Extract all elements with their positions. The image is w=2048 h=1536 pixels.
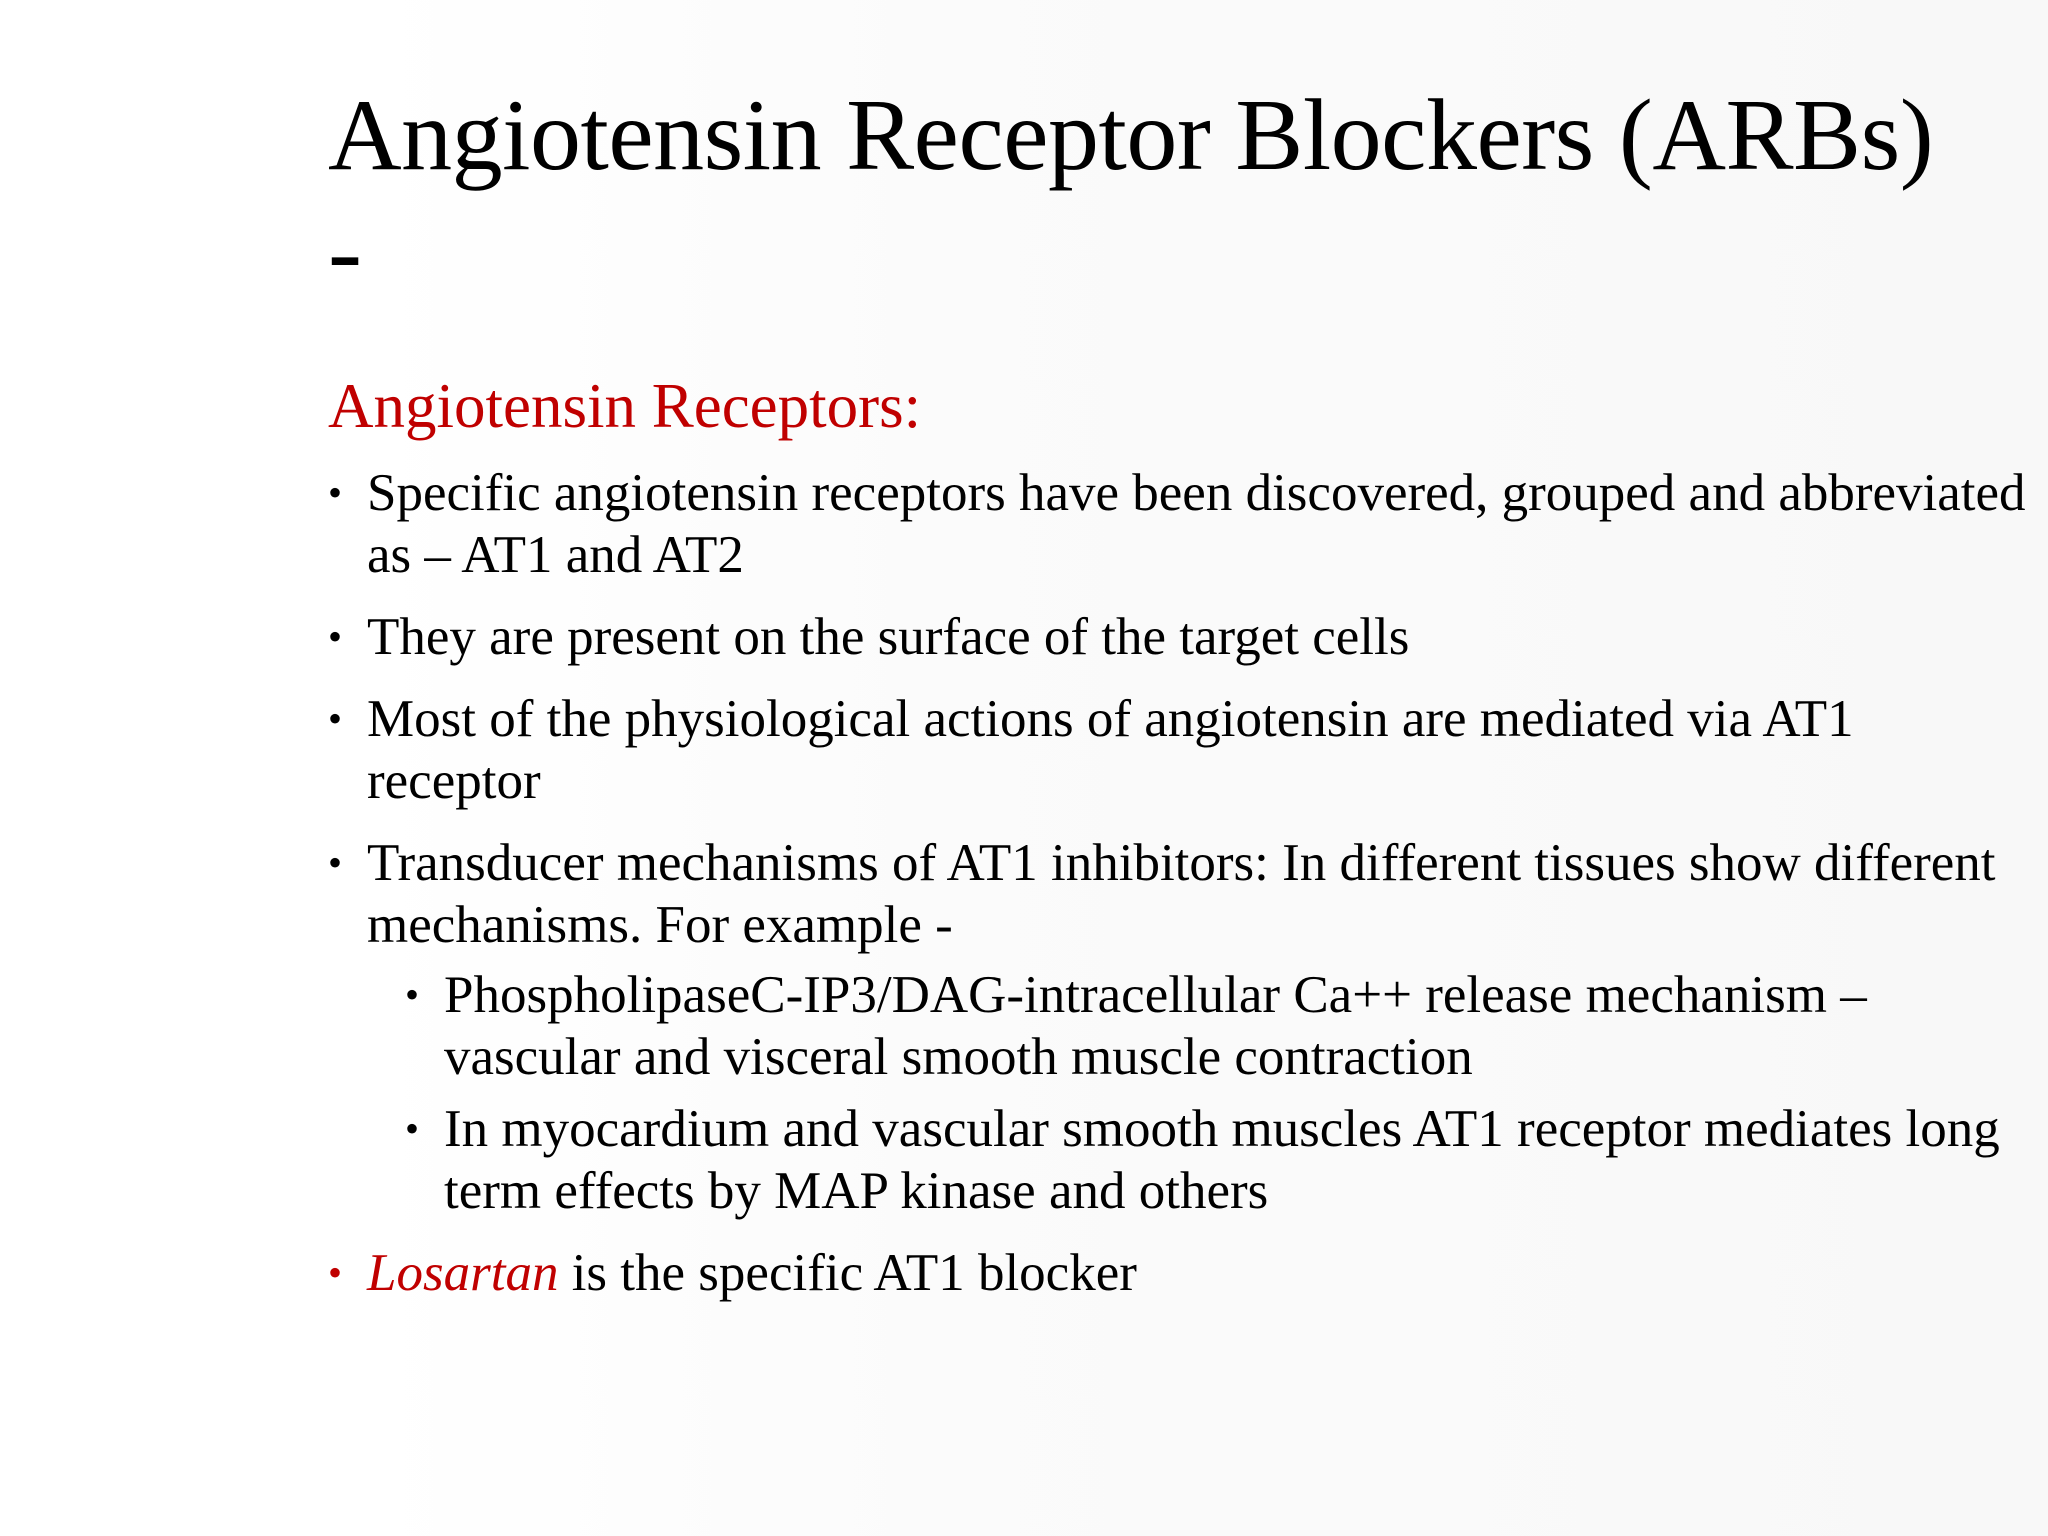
section-heading: Angiotensin Receptors: (328, 371, 922, 441)
bullet-icon: • (405, 972, 420, 1017)
sub-bullet-text: In myocardium and vascular smooth muscles AT1 receptor mediates long term effects by MAP kinase and others (444, 1100, 2000, 1220)
bullet-item (328, 832, 2028, 956)
bullet-text: Specific angiotensin receptors have been discovered, grouped and abbreviated as – AT1 and AT2 (367, 464, 2026, 584)
bullet-icon: • (328, 1250, 343, 1295)
bullet-item-losartan (328, 1242, 2028, 1304)
sub-bullet-text: PhospholipaseC-IP3/DAG-intracellular Ca++ release mechanism – vascular and visceral smooth muscle contraction (444, 966, 1867, 1086)
drug-name: Losartan (367, 1244, 559, 1302)
bullet-text: is the specific AT1 blocker (558, 1244, 1137, 1302)
bullet-icon: • (328, 470, 343, 515)
bullet-item (328, 462, 2028, 586)
slide-title: Angiotensin Receptor Blockers (ARBs) - (328, 79, 1934, 308)
bullet-text: They are present on the surface of the target cells (367, 608, 1410, 666)
bullet-icon: • (405, 1106, 420, 1151)
sub-bullet-item (405, 964, 2028, 1088)
bullet-list (328, 462, 2028, 1324)
bullet-icon: • (328, 696, 343, 741)
sub-bullet-item (405, 1098, 2028, 1222)
bullet-text: Transducer mechanisms of AT1 inhibitors: In different tissues show different mechanisms. For example - (367, 834, 1996, 954)
bullet-text: Most of the physiological actions of angiotensin are mediated via AT1 receptor (367, 690, 1854, 810)
bullet-icon: • (328, 840, 343, 885)
bullet-icon: • (328, 614, 343, 659)
bullet-item (328, 688, 2028, 812)
bullet-item (328, 606, 2028, 668)
